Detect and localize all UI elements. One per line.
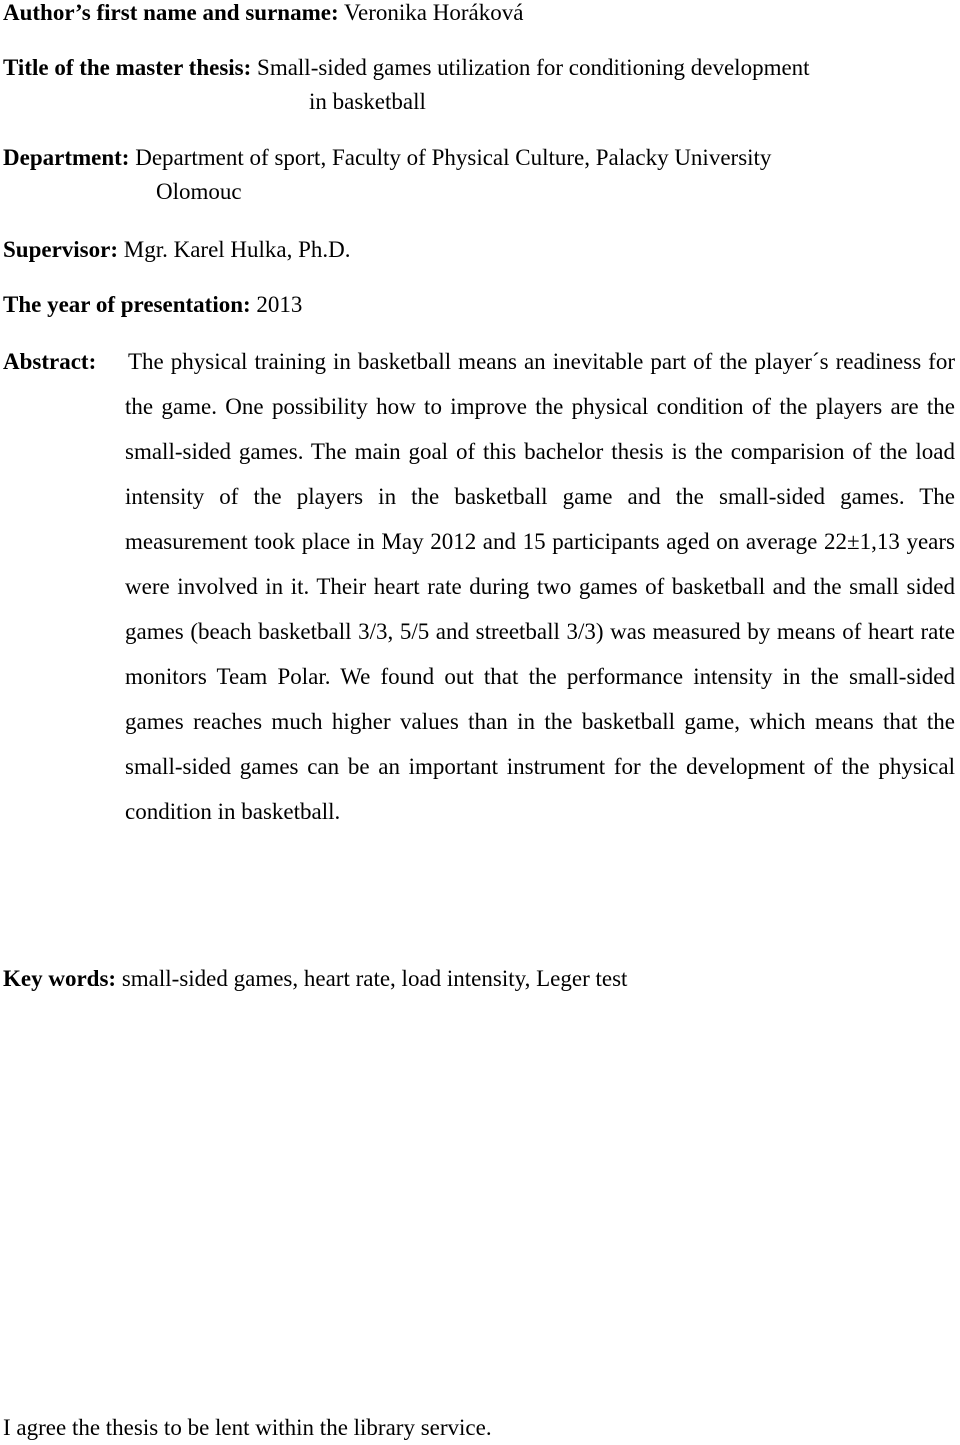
title-label: Title of the master thesis: (3, 55, 252, 80)
author-label: Author’s first name and surname: (3, 0, 339, 25)
keywords-row (3, 962, 627, 996)
supervisor-value: Mgr. Karel Hulka, Ph.D. (123, 237, 351, 262)
year-label: The year of presentation: (3, 292, 251, 317)
title-row (3, 51, 810, 85)
department-value-line2: Olomouc (156, 179, 242, 204)
department-row (3, 141, 771, 175)
department-value-line1: Department of sport, Faculty of Physical Culture, Palacky University (135, 145, 772, 170)
author-value: Veronika Horáková (343, 0, 524, 25)
year-row (3, 288, 302, 322)
keywords-value: small-sided games, heart rate, load intensity, Leger test (121, 966, 628, 991)
library-agreement-statement: I agree the thesis to be lent within the library service. (3, 1415, 492, 1440)
supervisor-row (3, 233, 351, 267)
abstract-text: The physical training in basketball means an inevitable part of the player´s readiness for the game. One possibility how to improve the physical condition of the players are the small-sided games. The main goal of this bachelor thesis is the comparision of the load intensity of the players in the basketball game and the small-sided games. The measurement took place in May 2012 and 15 participants aged on average 22±1,13 years were involved in it. Their heart rate during two games of basketball and the small sided games (beach basketball 3/3, 5/5 and streetball 3/3) was measured by means of heart rate monitors Team Polar. We found out that the performance intensity in the small-sided games reaches much higher values than in the basketball game, which means that the small-sided games can be an important instrument for the development of the physical condition in basketball. (125, 349, 955, 824)
author-row (3, 0, 523, 30)
abstract-label: Abstract: (3, 349, 97, 374)
department-label: Department: (3, 145, 130, 170)
title-value-line1: Small-sided games utilization for conditioning development (257, 55, 810, 80)
year-value: 2013 (256, 292, 303, 317)
keywords-label: Key words: (3, 966, 117, 991)
title-value-line2: in basketball (309, 89, 426, 114)
supervisor-label: Supervisor: (3, 237, 118, 262)
